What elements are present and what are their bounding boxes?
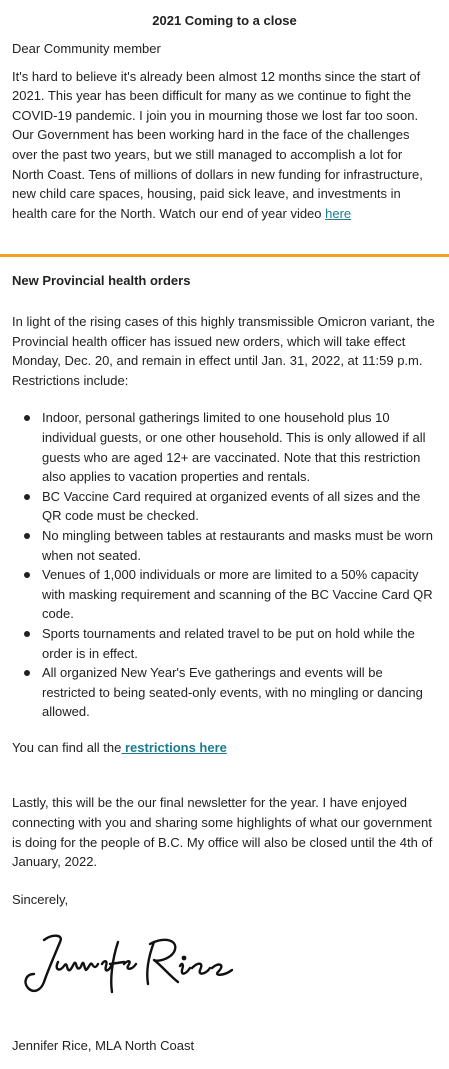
bullet-icon <box>24 572 30 578</box>
restrictions-list <box>12 408 437 722</box>
intro-paragraph <box>12 67 437 224</box>
list-item <box>42 526 437 565</box>
list-item-text: Venues of 1,000 individuals or more are limited to a 50% capacity with masking requirement and scanning of the BC Vaccine Card QR code. <box>42 567 433 622</box>
health-orders-section <box>0 271 449 909</box>
intro-text: It's hard to believe it's already been almost 12 months since the start of 2021. This year has been difficult for many as we continue to fight the COVID-19 pandemic. I join you in mourning those we lost far too soon. Our Government has been working hard in the face of the challenges over the past two years, but we still managed to accomplish a lot for North Coast. Tens of millions of dollars in new funding for infrastructure, new child care spaces, housing, paid sick leave, and investments in health care for the North. Watch our end of year video <box>12 68 423 221</box>
list-item-text: No mingling between tables at restaurants and masks must be worn when not seated. <box>42 527 433 563</box>
video-link[interactable]: here <box>325 205 352 221</box>
bullet-icon <box>24 631 30 637</box>
signature-name: Jennifer Rice <box>12 1038 88 1053</box>
list-item-text: Sports tournaments and related travel to be put on hold while the order is in effect. <box>42 625 415 661</box>
bullet-icon <box>24 533 30 539</box>
list-item <box>42 487 437 526</box>
signature-name-line <box>12 1036 194 1055</box>
bullet-icon <box>24 415 30 421</box>
find-restrictions-prefix: You can find all the <box>12 739 122 755</box>
list-item <box>42 624 437 663</box>
bullet-icon <box>24 670 30 676</box>
find-restrictions-line <box>12 738 437 758</box>
list-item <box>42 663 437 722</box>
health-orders-intro: In light of the rising cases of this highly transmissible Omicron variant, the Provincial health officer has issued new orders, which will take effect Monday, Dec. 20, and remain in effect until Jan. 31, 2022, at 11:59 p.m. Restrictions include: <box>12 314 435 388</box>
list-item-text: BC Vaccine Card required at organized events of all sizes and the QR code must be checked. <box>42 488 421 524</box>
list-item <box>42 565 437 624</box>
list-item <box>42 408 437 486</box>
letter-section <box>0 39 449 223</box>
list-item-text: Indoor, personal gatherings limited to one household plus 10 individual guests, or one other household. This is only allowed if all guests who are aged 12+ are vaccinated. Note that this restriction also applies to vacation properties and rentals. <box>42 410 426 485</box>
health-orders-heading: New Provincial health orders <box>12 273 191 288</box>
salutation: Dear Community member <box>12 41 161 56</box>
bullet-icon <box>24 494 30 500</box>
signature-role: , MLA North Coast <box>87 1038 195 1053</box>
list-item-text: All organized New Year's Eve gatherings and events will be restricted to being seated-only events, with no mingling or dancing allowed. <box>42 665 423 720</box>
restrictions-link[interactable]: restrictions here <box>121 739 227 755</box>
section-divider <box>0 254 449 257</box>
closing-paragraph: Lastly, this will be the our final newsletter for the year. I have enjoyed connecting with you and sharing some highlights of what our government is doing for the people of B.C. My office will also be closed until the 4th of January, 2022. <box>12 795 433 870</box>
sign-off: Sincerely, <box>12 891 69 907</box>
page-title: 2021 Coming to a close <box>152 13 297 28</box>
signature-image <box>14 930 234 1000</box>
